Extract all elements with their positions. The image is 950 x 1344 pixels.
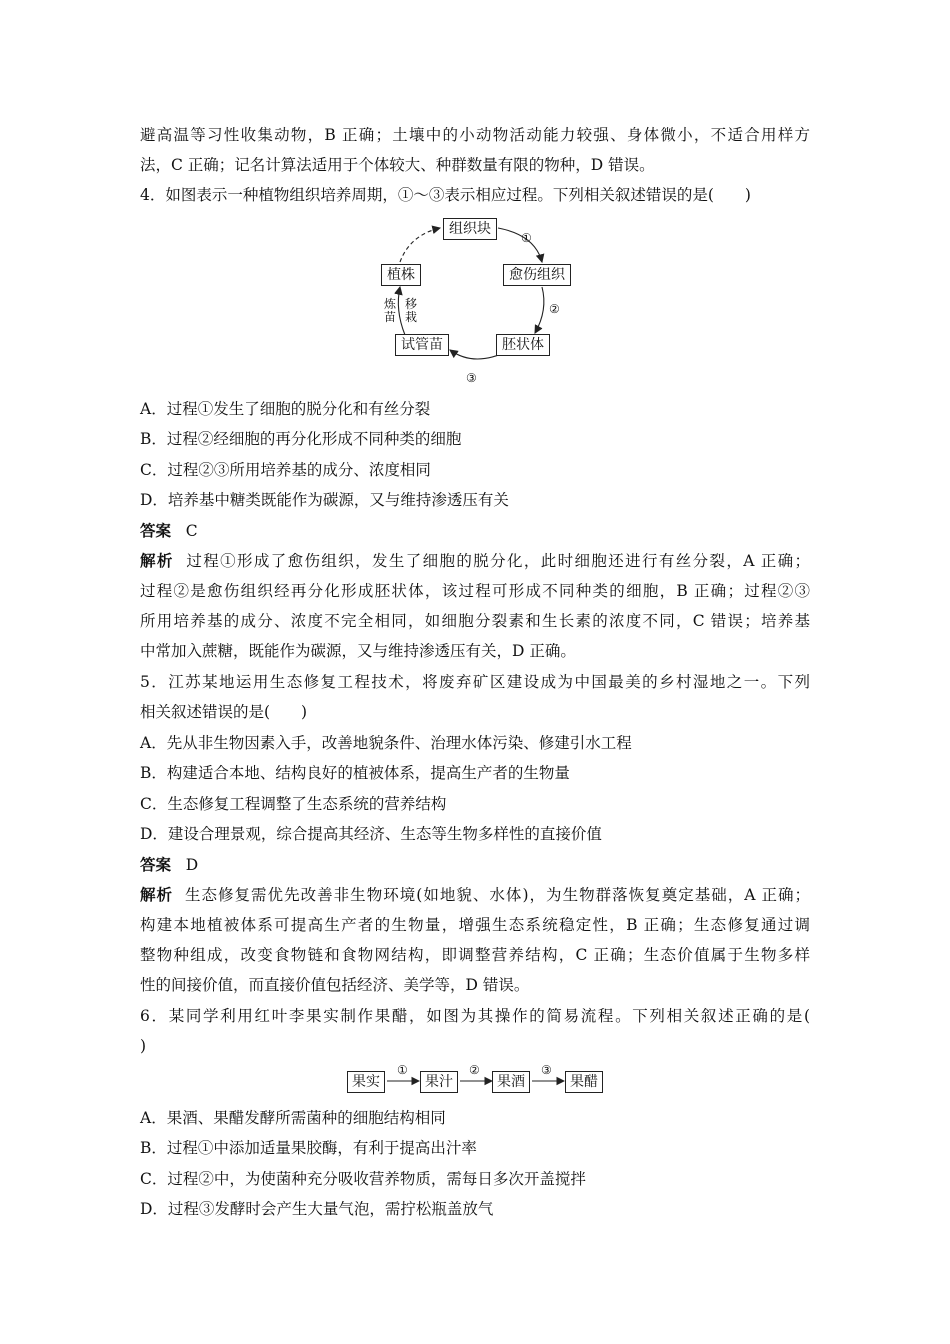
analysis-label: 解析 <box>140 885 174 904</box>
q4-option-d: D．培养基中糖类既能作为碳源，又与维持渗透压有关 <box>140 491 509 509</box>
label-3: ③ <box>466 371 477 385</box>
q5-analysis-line: 性的间接价值，而直接价值包括经济、美学等，D 错误。 <box>140 976 530 994</box>
flow-label-1: ① <box>397 1063 408 1077</box>
q4-option-b: B．过程②经细胞的再分化形成不同种类的细胞 <box>140 430 462 448</box>
answer-value: C <box>185 522 198 540</box>
q4-diagram-arrows <box>0 0 950 400</box>
analysis-text: 过程①形成了愈伤组织，发生了细胞的脱分化，此时细胞还进行有丝分裂，A 正确； <box>186 552 810 570</box>
label-transplant: 移栽 <box>405 297 418 324</box>
q5-analysis-line <box>140 884 810 906</box>
analysis-text: 生态修复需优先改善非生物环境(如地貌、水体)，为生物群落恢复奠定基础，A 正确； <box>184 886 810 904</box>
q4-stem: 4．如图表示一种植物组织培养周期，①～③表示相应过程。下列相关叙述错误的是( ) <box>140 186 751 204</box>
q5-stem: 相关叙述错误的是( ) <box>140 703 308 721</box>
q6-option-a: A．果酒、果醋发酵所需菌种的细胞结构相同 <box>140 1109 446 1127</box>
flow-node-vinegar: 果醋 <box>565 1071 603 1093</box>
q5-option-b: B．构建适合本地、结构良好的植被体系，提高生产者的生物量 <box>140 764 570 782</box>
flow-node-fruit: 果实 <box>347 1071 385 1093</box>
q5-analysis-line: 整物种组成，改变食物链和食物网结构，即调整营养结构，C 正确；生态价值属于生物多样 <box>140 946 810 964</box>
q4-analysis-line <box>140 550 810 572</box>
answer-label: 答案 <box>140 855 172 874</box>
node-tissue-block: 组织块 <box>443 218 497 240</box>
flow-label-3: ③ <box>541 1063 552 1077</box>
q5-analysis-line: 构建本地植被体系可提高生产者的生物量，增强生态系统稳定性，B 正确；生态修复通过调 <box>140 916 810 934</box>
q6-stem: 6．某同学利用红叶李果实制作果醋，如图为其操作的简易流程。下列相关叙述正确的是( <box>140 1007 810 1025</box>
q5-option-c: C．生态修复工程调整了生态系统的营养结构 <box>140 795 447 813</box>
arrow-1 <box>498 228 542 262</box>
answer-value: D <box>185 856 199 874</box>
q5-stem: 5．江苏某地运用生态修复工程技术，将废弃矿区建设成为中国最美的乡村湿地之一。下列 <box>140 673 810 691</box>
answer-label: 答案 <box>140 521 172 540</box>
text-line: 法，C 正确；记名计算法适用于个体较大、种群数量有限的物种，D 错误。 <box>140 156 655 174</box>
arrow-5-dashed <box>400 228 440 262</box>
q4-option-a: A．过程①发生了细胞的脱分化和有丝分裂 <box>140 400 431 418</box>
text-line: 避高温等习性收集动物，B 正确；土壤中的小动物活动能力较强、身体微小，不适合用样方 <box>140 126 810 144</box>
q4-analysis-line: 所用培养基的成分、浓度不完全相同，如细胞分裂素和生长素的浓度不同，C 错误；培养基 <box>140 612 810 630</box>
q4-option-c: C．过程②③所用培养基的成分、浓度相同 <box>140 461 431 479</box>
node-callus: 愈伤组织 <box>503 264 571 286</box>
arrow-4 <box>398 287 405 335</box>
node-test-tube-seedling: 试管苗 <box>395 334 449 356</box>
flow-node-juice: 果汁 <box>420 1071 458 1093</box>
q4-analysis-line: 过程②是愈伤组织经再分化形成胚状体，该过程可形成不同种类的细胞，B 正确；过程②③ <box>140 582 810 600</box>
label-harden: 炼苗 <box>384 297 397 324</box>
q4-answer <box>140 520 198 542</box>
q6-stem: ) <box>140 1037 147 1055</box>
q5-option-d: D．建设合理景观，综合提高其经济、生态等生物多样性的直接价值 <box>140 825 602 843</box>
q6-option-c: C．过程②中，为使菌种充分吸收营养物质，需每日多次开盖搅拌 <box>140 1170 586 1188</box>
q5-option-a: A．先从非生物因素入手，改善地貌条件、治理水体污染、修建引水工程 <box>140 734 632 752</box>
flow-node-wine: 果酒 <box>492 1071 530 1093</box>
analysis-label: 解析 <box>140 551 174 570</box>
node-plant: 植株 <box>381 264 421 286</box>
arrow-2 <box>535 287 544 333</box>
q6-option-d: D．过程③发酵时会产生大量气泡，需拧松瓶盖放气 <box>140 1200 494 1218</box>
q6-option-b: B．过程①中添加适量果胶酶，有利于提高出汁率 <box>140 1139 477 1157</box>
flow-label-2: ② <box>469 1063 480 1077</box>
label-1: ① <box>521 231 532 245</box>
q5-answer <box>140 854 198 876</box>
label-2: ② <box>549 302 560 316</box>
q4-analysis-line: 中常加入蔗糖，既能作为碳源，又与维持渗透压有关，D 正确。 <box>140 642 576 660</box>
node-embryoid: 胚状体 <box>496 334 550 356</box>
